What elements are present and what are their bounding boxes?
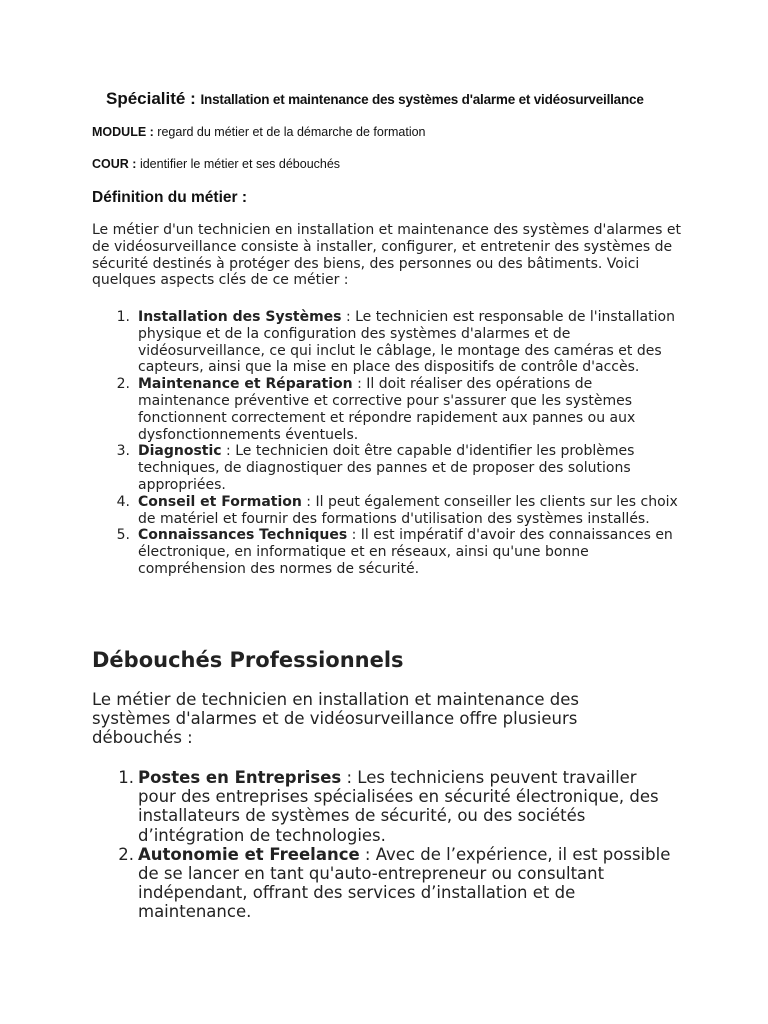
module-value: regard du métier et de la démarche de formation <box>157 125 426 139</box>
list-item-number: 2. <box>116 376 130 393</box>
list-item-text: : Il doit réaliser des opérations de maintenance préventive et corrective pour s'assurer que les systèmes fonctionnent correctement et répondre rapidement aux pannes ou aux dysfonctionnements éventuels. <box>138 376 636 443</box>
list-item-text: : Il est impératif d'avoir des connaissances en électronique, en informatique et en réseaux, ainsi qu'une bonne compréhension des normes de sécurité. <box>138 527 673 577</box>
list-item-title: Diagnostic <box>138 443 222 460</box>
list-item <box>116 493 678 528</box>
list-item-number: 2. <box>118 844 134 864</box>
list-item-number: 3. <box>116 443 130 460</box>
list-item-text: : Avec de l’expérience, il est possible de se lancer en tant qu'auto-entrepreneur ou consultant indépendant, offrant des services d’installation et de maintenance. <box>138 844 671 922</box>
list-item-text: : Le technicien doit être capable d'identifier les problèmes techniques, de diagnostiquer des pannes et de proposer des solutions appropriées. <box>138 443 635 493</box>
list-item-title: Maintenance et Réparation <box>138 376 353 393</box>
list-item-number: 5. <box>116 527 130 544</box>
cour-value: identifier le métier et ses débouchés <box>139 157 341 171</box>
list-item <box>118 768 678 845</box>
debouches-heading: Débouchés Professionnels <box>92 648 404 672</box>
list-item-title: Autonomie et Freelance <box>138 844 360 864</box>
cour-line <box>92 157 340 171</box>
debouches-intro: Le métier de technicien en installation et maintenance des systèmes d'alarmes et de vidéosurveillance offre plusieurs débouchés : <box>92 690 579 747</box>
list-item-number: 1. <box>116 309 130 325</box>
list-item <box>116 376 678 443</box>
list-item <box>116 527 678 577</box>
list-item-number: 1. <box>118 768 134 787</box>
definition-heading: Définition du métier : <box>92 189 247 206</box>
list-item-number: 4. <box>116 493 130 510</box>
list-item <box>116 443 678 493</box>
definition-intro: Le métier d'un technicien en installation et maintenance des systèmes d'alarmes et de vidéosurveillance consiste à installer, configurer, et entretenir des systèmes de sécurité destinés à protéger des biens, des personnes ou des bâtiments. Voici quelques aspects clés de ce métier : <box>92 222 681 289</box>
cour-label: COUR : <box>92 157 137 171</box>
list-item-title: Conseil et Formation <box>138 493 302 510</box>
list-item-title: Installation des Systèmes <box>138 309 342 325</box>
list-item-title: Connaissances Techniques <box>138 527 348 544</box>
list-item-text: : Le technicien est responsable de l'installation physique et de la configuration des systèmes d'alarmes et de vidéosurveillance, ce qui inclut le câblage, le montage des caméras et des capteurs, ainsi que la mise en place des dispositifs de contrôle d'accès. <box>138 309 675 376</box>
module-line <box>92 125 426 139</box>
list-item-text: : Les techniciens peuvent travailler pour des entreprises spécialisées en sécurité électronique, des installateurs de systèmes de sécurité, ou des sociétés d’intégration de technologies. <box>138 768 659 845</box>
aspects-list <box>116 309 678 578</box>
list-item-title: Postes en Entreprises <box>138 768 342 787</box>
specialite-label: Spécialité : <box>106 89 196 108</box>
debouches-list <box>118 768 678 922</box>
specialite-value: Installation et maintenance des systèmes d'alarme et vidéosurveillance <box>200 92 644 107</box>
specialite-line <box>106 89 644 109</box>
list-item <box>116 309 678 376</box>
list-item <box>118 844 678 922</box>
module-label: MODULE : <box>92 125 154 139</box>
list-item-text: : Il peut également conseiller les clients sur les choix de matériel et fournir des formations d'utilisation des systèmes installés. <box>138 493 678 527</box>
